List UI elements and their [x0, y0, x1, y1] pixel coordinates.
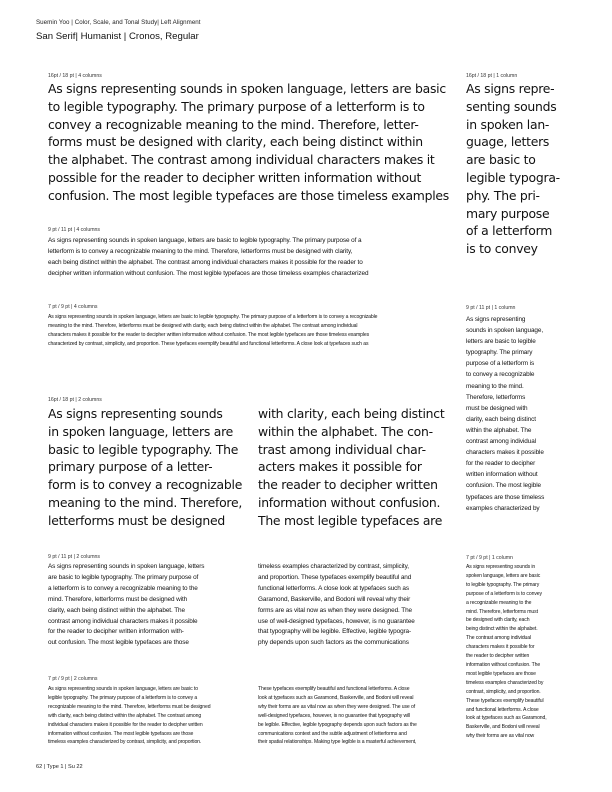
text-line: senting sounds [466, 98, 557, 114]
text-line: that typography will be legible. Effective, legible typogra- [258, 628, 412, 636]
header-meta: Suemin Yoo | Color, Scale, and Tonal Study| Left Alignment [36, 19, 201, 26]
text-line: are basic to legible typography. The primary purpose of [48, 573, 199, 581]
text-line: Garamond, Baskerville, and Bodoni will reveal why their [258, 595, 411, 603]
text-line: in spoken language, letters are [48, 423, 234, 439]
text-line: the reader to decipher written [466, 653, 530, 660]
text-line: with clarity, each being distinct within the alphabet. The contrast among [48, 712, 202, 719]
text-line: for the reader to decipher [466, 460, 536, 468]
text-block-9pt-2col-left [48, 562, 248, 649]
text-line: their spatial relationships. Making type legible is a masterful achievement, [258, 739, 417, 746]
text-line: recognizable meaning to the mind. Therefore, letterforms must be designed [48, 703, 211, 710]
text-line: contrast, simplicity, and proportion. [466, 688, 541, 695]
text-line: form is to convey a recognizable [48, 477, 243, 493]
text-line: contrast among individual [466, 438, 536, 446]
text-line: sounds in spoken language, [466, 327, 543, 335]
text-line: As signs representing sounds in spoken language, letters are basic to legible typography. The primary purpose of a letterform is to convey a recognizable [48, 314, 378, 320]
text-line: must be designed with [466, 404, 528, 412]
text-line: are basic to [466, 152, 536, 168]
text-line: As signs repre- [466, 81, 555, 96]
block-label-9pt-4col: 9 pt / 11 pt | 4 columns [48, 227, 101, 233]
text-line: each being distinct within the alphabet. The contrast among individual characters makes it possible for the reader to [48, 258, 363, 266]
text-line: legible typography. The primary purpose of a letterform is to convey a [48, 694, 198, 701]
text-line: functional letterforms. A close look at typefaces such as [258, 584, 409, 592]
text-line: trast among individual char- [258, 441, 426, 457]
text-line: Baskerville, and Bodoni will reveal [466, 724, 540, 731]
text-line: and functional letterforms. A close [466, 706, 539, 713]
text-line: a letterform is to convey a recognizable meaning to the [48, 584, 198, 592]
text-block-9pt-1col [466, 314, 596, 514]
text-line: and proportion. These typefaces exemplify beautiful and [258, 573, 412, 581]
text-line: forms must be designed with clarity, each being distinct within [48, 134, 423, 150]
text-line: information without confusion. [258, 494, 441, 510]
text-block-16pt-2col-left [48, 405, 248, 530]
block-label-9pt-1col: 9 pt / 11 pt | 1 column [466, 305, 516, 311]
text-line: of a letterform [466, 223, 553, 239]
text-line: written information without [466, 471, 538, 479]
block-label-16pt-4col: 16pt / 18 pt | 4 columns [48, 73, 102, 79]
text-line: to convey a recognizable [466, 371, 535, 379]
text-line: within the alphabet. The con- [258, 423, 433, 439]
text-line: to legible typography. The primary purpose of a letterform is to [48, 98, 425, 114]
text-line: confusion. The most legible [466, 482, 541, 490]
text-line: purpose of a letterform is [466, 360, 535, 368]
page-footer: 62 | Type 1 | Su 22 [36, 764, 83, 770]
text-line: meaning to the mind. Therefore, [48, 494, 243, 510]
text-line: mary purpose [466, 205, 550, 221]
text-line: convey a recognizable meaning to the mind. Therefore, letter- [48, 116, 419, 132]
text-line: being distinct within the alphabet. [466, 626, 538, 633]
text-line: phy. The pri- [466, 187, 540, 203]
text-block-7pt-4col [48, 313, 460, 349]
block-label-9pt-2col: 9 pt / 11 pt | 2 columns [48, 554, 101, 560]
text-line: be legible. Effective, legible typography depends upon such factors as the [258, 721, 417, 728]
text-line: a recognizable meaning to the [466, 599, 532, 606]
text-line: confusion. The most legible typefaces are those timeless examples [48, 187, 449, 203]
text-line: These typefaces exemplify beautiful [466, 697, 544, 704]
text-line: legible typogra- [466, 169, 560, 185]
text-line: letterforms must be designed [48, 512, 225, 528]
text-line: forms are as vital now as when they were designed. The [258, 606, 412, 614]
text-line: possible for the reader to decipher written information without [48, 169, 422, 185]
text-line: mind. Therefore, letterforms must [466, 608, 538, 615]
text-block-16pt-2col-right [258, 405, 458, 530]
text-line: guage, letters [466, 134, 550, 150]
text-line: well-designed typefaces, however, is no guarantee that typography will [258, 712, 411, 719]
text-line: clarity, each being distinct [466, 415, 536, 423]
text-block-16pt-1col [466, 80, 596, 258]
text-line: clarity, each being distinct within the alphabet. The [48, 606, 185, 614]
text-line: These typefaces exemplify beautiful and functional letterforms. A close [258, 686, 410, 692]
text-line: in spoken lan- [466, 116, 550, 132]
text-line: letters are basic to legible [466, 338, 536, 346]
text-line: acters makes it possible for [258, 459, 422, 475]
text-line: decipher written information without confusion. The most legible typefaces are those timeless examples characterized [48, 269, 369, 277]
text-line: mind. Therefore, letterforms must be designed with [48, 595, 188, 603]
text-line: basic to legible typography. The [48, 441, 239, 457]
text-line: purpose of a letterform is to convey [466, 590, 542, 597]
block-label-7pt-1col: 7 pt / 9 pt | 1 column [466, 555, 513, 561]
text-line: timeless examples characterized by contrast, simplicity, and proportion. [48, 739, 202, 746]
text-line: As signs representing sounds in spoken language, letters are basic [48, 81, 446, 96]
block-label-7pt-2col: 7 pt / 9 pt | 2 columns [48, 676, 98, 682]
text-line: typography. The primary [466, 349, 533, 357]
text-line: contrast among individual characters makes it possible [48, 617, 198, 625]
text-line: Therefore, letterforms [466, 393, 526, 401]
text-line: within the alphabet. The [466, 426, 532, 434]
text-block-7pt-2col-right [258, 685, 460, 747]
block-label-7pt-4col: 7 pt / 9 pt | 4 columns [48, 304, 98, 310]
text-line: As signs representing sounds in [466, 564, 536, 570]
text-line: information without confusion. The [466, 661, 541, 668]
text-line: out confusion. The most legible typefaces are those [48, 639, 189, 647]
text-line: most legible typefaces are those [466, 670, 536, 677]
text-line: phy depends upon such factors as the communications [258, 639, 409, 647]
text-line: look at typefaces such as Garamond, [466, 715, 547, 722]
text-line: look at typefaces such as Garamond, Baskerville, and Bodoni will reveal [258, 694, 414, 701]
text-line: examples characterized by [466, 504, 540, 512]
text-line: As signs representing sounds in spoken language, letters are basic to [48, 686, 198, 692]
text-line: spoken language, letters are basic [466, 572, 541, 579]
text-block-7pt-1col [466, 563, 596, 741]
text-line: As signs representing sounds [48, 406, 223, 421]
text-line: why their forms are as vital now [466, 733, 535, 740]
text-line: to legible typography. The primary [466, 581, 540, 588]
text-line: The most legible typefaces are [258, 512, 443, 528]
text-line: characters makes it possible [466, 449, 544, 457]
text-line: use of well-designed typefaces, however, is no guarantee [258, 617, 415, 625]
text-block-16pt-4col [48, 80, 458, 205]
text-line: information without confusion. The most legible typefaces are those [48, 730, 194, 737]
text-line: characters makes it possible for the reader to decipher written information without confusion. The most legible typefaces are those timeless examples [48, 331, 370, 338]
text-line: As signs representing sounds in spoken language, letters are basic to legible typography. The primary purpose of a [48, 237, 362, 244]
text-line: for the reader to decipher written information with- [48, 628, 184, 636]
page-title: San Serif| Humanist | Cronos, Regular [36, 31, 199, 42]
text-line: characters makes it possible for [466, 644, 535, 651]
text-line: timeless examples characterized by [466, 679, 544, 686]
text-line: As signs representing sounds in spoken language, letters [48, 563, 205, 570]
text-line: As signs representing [466, 316, 526, 323]
block-label-16pt-2col: 16pt / 18 pt | 2 columns [48, 397, 102, 403]
text-line: meaning to the mind. [466, 382, 524, 390]
text-line: why their forms are as vital now as when they were designed. The use of [258, 703, 416, 710]
text-line: the reader to decipher written [258, 477, 438, 493]
text-line: with clarity, each being distinct [258, 406, 445, 421]
text-line: timeless examples characterized by contrast, simplicity, [258, 563, 409, 570]
text-line: communications context and the subtle adjustment of letterforms and [258, 730, 407, 737]
text-line: the alphabet. The contrast among individual characters makes it [48, 152, 435, 168]
text-line: meaning to the mind. Therefore, letterforms must be designed with clarity, each being distinct within the alphabet. The contrast among individual [48, 322, 358, 329]
text-line: individual characters makes it possible for the reader to decipher written [48, 721, 203, 728]
block-label-16pt-1col: 16pt / 18 pt | 1 column [466, 73, 518, 79]
text-block-9pt-4col [48, 236, 458, 280]
text-line: characterized by contrast, simplicity, and proportion. These typefaces exemplify beautiful and functional letterforms. A close look at typefaces such as [48, 340, 369, 347]
text-line: typefaces are those timeless [466, 493, 545, 501]
text-line: letterform is to convey a recognizable meaning to the mind. Therefore, letterforms must be designed with clarity, [48, 247, 353, 255]
text-line: is to convey [466, 241, 538, 257]
text-line: be designed with clarity, each [466, 617, 530, 624]
text-block-9pt-2col-right [258, 562, 458, 649]
text-line: primary purpose of a letter- [48, 459, 213, 475]
text-block-7pt-2col-left [48, 685, 248, 747]
text-line: The contrast among individual [466, 635, 532, 642]
